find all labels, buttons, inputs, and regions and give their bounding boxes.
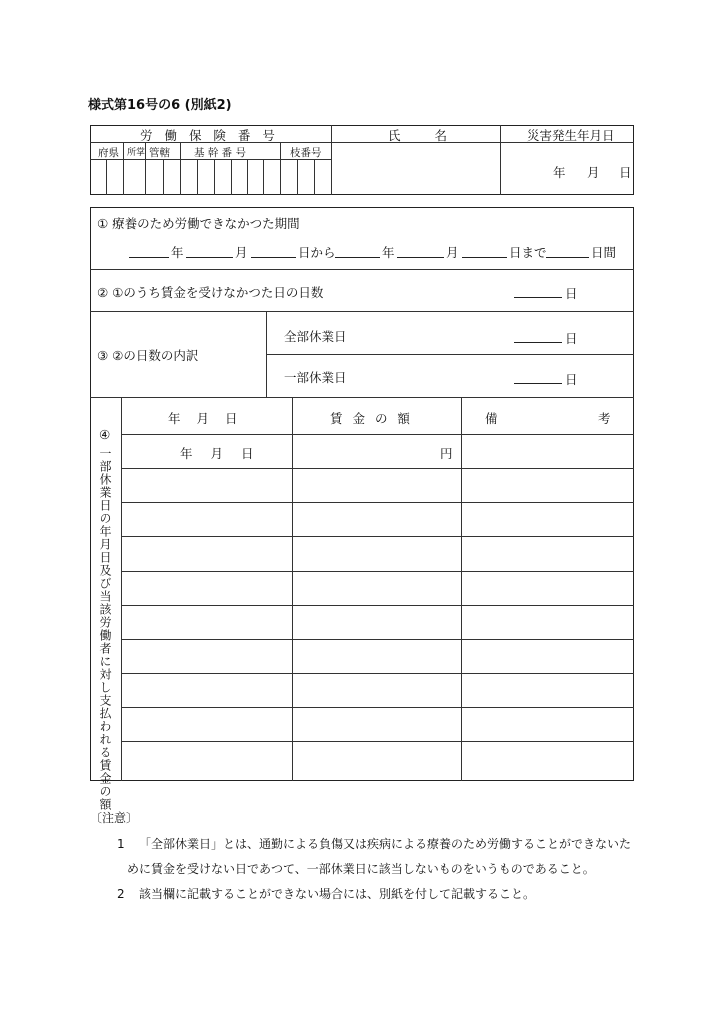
section4-header-divider (121, 434, 634, 435)
group-divider (123, 142, 124, 195)
digit-divider (106, 159, 107, 195)
row-divider-3 (90, 397, 634, 398)
digit-divider (231, 159, 232, 195)
digit-divider (163, 159, 164, 195)
digit-divider (214, 159, 215, 195)
base-number-label: 基 幹 番 号 (194, 147, 247, 159)
period-to-month: 月 (446, 245, 459, 260)
table-row-divider (121, 468, 634, 469)
group-divider (180, 142, 181, 195)
blank-line (251, 257, 296, 258)
full-holiday-unit: 日 (565, 331, 578, 346)
digit-divider (314, 159, 315, 195)
blank-line (514, 342, 562, 343)
period-to-day: 日まで (509, 245, 547, 260)
table-row-divider (121, 673, 634, 674)
table-row-divider (121, 536, 634, 537)
section3-title: ③ ②の日数の内訳 (97, 348, 199, 363)
group-divider (280, 142, 281, 195)
branch-number-label: 枝番号 (290, 147, 322, 159)
insurance-number-header: 労 働 保 険 番 号 (140, 128, 279, 143)
table-row-divider (121, 502, 634, 503)
date-day-label: 日 (619, 165, 632, 180)
row1-wage-unit: 円 (440, 446, 453, 461)
col-wage-header: 賃 金 の 額 (330, 411, 410, 426)
digit-divider (297, 159, 298, 195)
period-from-year: 年 (171, 245, 184, 260)
blank-line (397, 257, 444, 258)
row-divider-1 (90, 269, 634, 270)
section1-title: ① 療養のため労働できなかつた期間 (97, 216, 300, 231)
table-row-divider (121, 571, 634, 572)
period-from-month: 月 (235, 245, 248, 260)
digit-divider (263, 159, 264, 195)
section4-vertical-title: 一部休業日の年月日及び当該労働者に対し支払われる賃金の額 (98, 447, 112, 811)
top-divider-2 (500, 125, 501, 195)
note2-text: 該当欄に記載することができない場合には、別紙を付して記載すること。 (139, 887, 536, 901)
table-row-divider (121, 707, 634, 708)
row1-date: 年 月 日 (180, 446, 254, 461)
notes-heading: 〔注意〕 (90, 811, 139, 825)
period-days: 日間 (591, 245, 617, 260)
note1-number: 1 (117, 837, 125, 851)
disaster-date-header: 災害発生年月日 (527, 128, 615, 143)
blank-line (186, 257, 233, 258)
col-remarks-header-2: 考 (598, 411, 611, 426)
section2-unit: 日 (565, 286, 578, 301)
blank-line (514, 297, 562, 298)
row-divider-2 (90, 311, 634, 312)
partial-holiday-unit: 日 (565, 372, 578, 387)
section4-col-divider-1 (292, 397, 293, 781)
group-divider (145, 142, 146, 195)
office-label: 管轄 (149, 147, 170, 159)
col-remarks-header-1: 備 (485, 411, 498, 426)
form-title: 様式第16号の6 (別紙2) (88, 98, 232, 113)
table-row-divider (121, 639, 634, 640)
period-from-day: 日から (298, 245, 336, 260)
note1-line2: めに賃金を受けない日であつて、一部休業日に該当しないものをいうものであること。 (127, 862, 595, 876)
digit-divider (197, 159, 198, 195)
date-month-label: 月 (587, 165, 600, 180)
partial-holiday-label: 一部休業日 (284, 370, 347, 385)
blank-line (546, 257, 589, 258)
date-year-label: 年 (553, 165, 566, 180)
blank-line (129, 257, 169, 258)
table-row-divider (121, 605, 634, 606)
section4-label-divider (121, 397, 122, 781)
note1-line1: 「全部休業日」とは、通勤による負傷又は疾病による療養のため労働することができないた (139, 837, 632, 851)
digit-divider (247, 159, 248, 195)
period-to-year: 年 (382, 245, 395, 260)
blank-line (462, 257, 507, 258)
section4-col-divider-2 (461, 397, 462, 781)
top-divider-1 (331, 125, 332, 195)
full-holiday-label: 全部休業日 (284, 329, 347, 344)
section2-title: ② ①のうち賃金を受けなかつた日の日数 (97, 285, 324, 300)
name-header: 氏 名 (388, 128, 447, 143)
blank-line (514, 383, 562, 384)
section4-number: ④ (99, 427, 111, 442)
table-row-divider (121, 741, 634, 742)
note2-number: 2 (117, 887, 125, 901)
section3-row-divider (266, 354, 634, 355)
col-date-header: 年 月 日 (168, 411, 238, 426)
jurisdiction-label: 所掌 (127, 148, 146, 158)
prefecture-label: 府県 (98, 147, 119, 159)
blank-line (335, 257, 380, 258)
